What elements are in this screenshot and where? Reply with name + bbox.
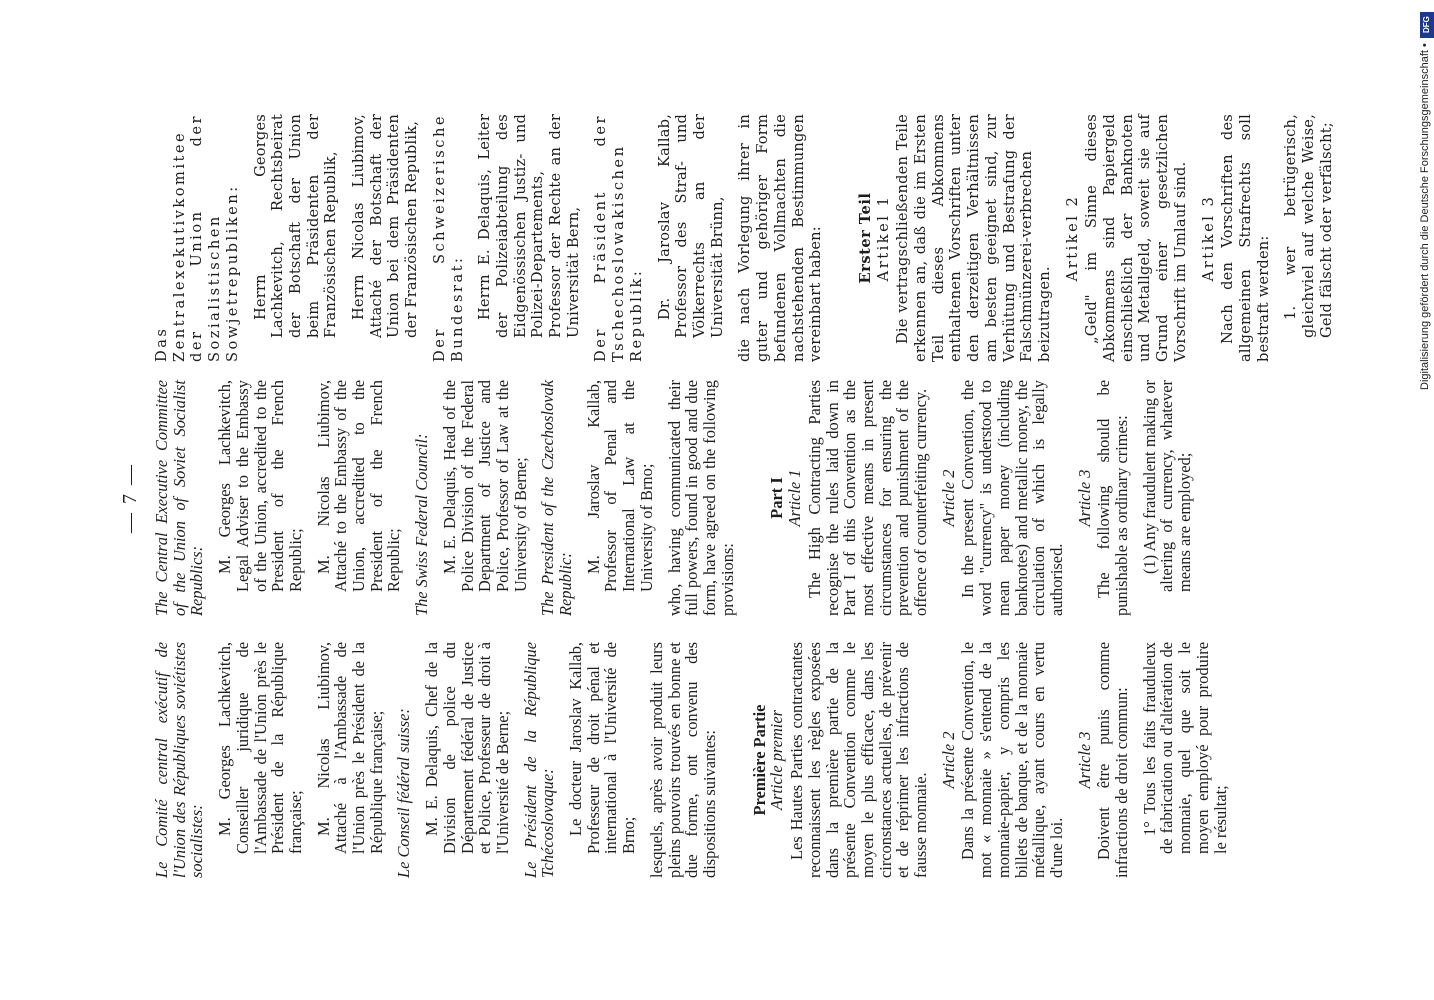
de-czech-heading: Der Präsident der Tschechoslowakischen Republik: bbox=[592, 114, 645, 362]
en-article-2-title: Article 2 bbox=[938, 469, 958, 527]
german-column bbox=[153, 114, 1345, 362]
fr-article-1-title: Article premier bbox=[767, 710, 787, 810]
french-column bbox=[153, 642, 1239, 878]
en-czech-heading: The President of the Czechoslovak Republic: bbox=[538, 380, 576, 616]
dfg-logo: DFG bbox=[1420, 12, 1434, 38]
en-article-3-item-1: (1) Any fraudulent making or altering of currency, whatever means are employed; bbox=[1139, 380, 1195, 592]
fr-article-2-text: Dans la présente Convention, le mot « monnaie » s'entend de la monnaie-papier, y compris les billets de banque, et de la monnaie métallique, ayant cours en vertu d'une loi. bbox=[958, 642, 1066, 878]
en-article-1-text: The High Contracting Parties recognise the rules laid down in Part I of this Convention as the most effective means in present circumstances for ensuring the prevention and punishment of the offence of counterfeiting currency. bbox=[804, 380, 931, 616]
de-delegate-liubimov: Herrn Nicolas Liubimov, Attaché der Botschaft der Union bei dem Präsidenten der Französischen Republik, bbox=[350, 114, 421, 338]
de-delegate-lachkevitch: Herrn Georges Lachkevitch, Rechtsbeirat der Botschaft der Union beim Präsidenten der Französischen Republik, bbox=[251, 114, 340, 338]
de-article-3-title: Artikel 3 bbox=[1199, 194, 1217, 282]
fr-article-2-title: Article 2 bbox=[938, 731, 958, 789]
digitization-notice: Digitalisierung gefördert durch die Deutsche Forschungsgemeinschaft • bbox=[1419, 43, 1431, 390]
de-article-1-title: Artikel 1 bbox=[874, 194, 892, 282]
en-swiss-heading: The Swiss Federal Council: bbox=[412, 433, 432, 616]
de-article-3-text: Nach den Vorschriften des allgemeinen Strafrechts soll bestraft werden: bbox=[1219, 114, 1272, 362]
en-delegate-liubimov: M. Nicolas Liubimov, Attaché to the Embassy of the Union, accredited to the President of the French Republic; bbox=[313, 380, 404, 592]
fr-closing-text: lesquels, après avoir produit leurs pleins pouvoirs trouvés en bonne et due forme, ont convenu des dispositions suivantes: bbox=[646, 642, 719, 878]
fr-delegate-delaquis: M. E. Delaquis, Chef de la Division de police du Département fédéral de Justice et Police, Professeur de droit à l'Université de Berne; bbox=[422, 642, 512, 854]
fr-swiss-heading: Le Conseil fédéral suisse: bbox=[394, 708, 414, 878]
en-delegate-lachkevitch: M. Georges Lachkevitch, Legal Adviser to the Embassy of the Union, accredited to the President of the French Republic; bbox=[215, 380, 305, 592]
de-swiss-heading: Der Schweizerische Bundesrat: bbox=[430, 114, 466, 362]
english-column bbox=[153, 380, 1204, 616]
en-article-3-text: The following should be punishable as ordinary crimes: bbox=[1094, 380, 1132, 616]
fr-delegate-kallab: Le docteur Jaroslav Kallab, Professeur de droit pénal et international à l'Université de Brno; bbox=[566, 642, 639, 854]
en-article-2-text: In the present Convention, the word "currency" is understood to mean paper money (including banknotes) and metallic money, the circulation of which is legally authorised. bbox=[958, 380, 1066, 616]
en-committee-heading: The Central Executive Committee of the Union of Soviet Socialist Republics: bbox=[152, 380, 207, 616]
de-delegate-kallab: Dr. Jaroslav Kallab, Professor des Straf- und Völkerrechts an der Universität Brünn, bbox=[655, 114, 726, 338]
fr-delegate-liubimov: M. Nicolas Liubimov, Attaché à l'Ambassade de l'Union près le Président de la République française; bbox=[313, 642, 386, 854]
fr-committee-heading: Le Comité central exécutif de l'Union des Républiques soviétistes socialistes: bbox=[152, 642, 207, 878]
de-closing-text: die nach Vorlegung ihrer in guter und gehöriger Form befundenen Vollmachten die nachstehenden Bestimmungen vereinbart haben: bbox=[736, 114, 825, 362]
de-article-1-text: Die vertragschließenden Teile erkennen an, daß die im Ersten Teil dieses Abkommens enthaltenen Vorschriften unter den derzeitigen Verhältnissen am besten geeignet sind, zur Verhütung und Bestrafung der Falschmünzerei-verbrechen beizutragen. bbox=[894, 114, 1053, 362]
fr-article-3-title: Article 3 bbox=[1074, 731, 1094, 789]
fr-article-3-text: Doivent être punis comme infractions de droit commun: bbox=[1094, 642, 1132, 878]
de-article-2-text: „Geld" im Sinne dieses Abkommens sind Papiergeld einschließlich der Banknoten und Metallgeld, soweit sie auf Grund einer gesetzlichen Vorschrift im Umlauf sind. bbox=[1083, 114, 1189, 362]
page-number: — 7 — bbox=[119, 463, 141, 533]
digitization-stamp bbox=[1417, 10, 1434, 390]
de-delegate-delaquis: Herrn E. Delaquis, Leiter der Polizeiabteilung des Eidgenössischen Justiz- und Polizei-Departements, Professor der Rechte an der Universität Bern, bbox=[476, 114, 582, 338]
de-committee-heading: Das Zentralexekutivkomitee der Union der Sozialistischen Sowjetrepubliken: bbox=[153, 114, 241, 362]
en-article-3-title: Article 3 bbox=[1074, 469, 1094, 527]
en-closing-text: who, having communicated their full powers, found in good and due form, have agreed on the following provisions: bbox=[664, 380, 737, 616]
fr-article-1-text: Les Hautes Parties contractantes reconnaissent les règles exposées dans la première partie de la présente Convention comme le moyen le plus efficace, dans les circonstances actuelles, de prévenir et de réprimer les infractions de fausse monnaie. bbox=[787, 642, 931, 878]
en-part-title: Part I bbox=[767, 477, 787, 519]
de-part-title: Erster Teil bbox=[856, 192, 874, 284]
fr-part-title: Première Partie bbox=[749, 704, 769, 816]
fr-czech-heading: Le Président de la République Tchécoslovaque: bbox=[520, 642, 558, 878]
fr-article-3-item-1: 1° Tous les faits frauduleux de fabrication ou d'altération de monnaie, quel que soit le moyen employé pour produire le résultat; bbox=[1139, 642, 1230, 854]
en-delegate-kallab: M. Jaroslav Kallab, Professor of Penal and International Law at the University of Brno; bbox=[583, 380, 656, 592]
en-article-1-title: Article 1 bbox=[785, 469, 805, 527]
en-delegate-delaquis: M. E. Delaquis, Head of the Police Division of the Federal Department of Justice and Police, Professor of Law at the University of Berne; bbox=[439, 380, 530, 592]
de-article-2-title: Artikel 2 bbox=[1063, 194, 1081, 282]
document-page bbox=[95, 98, 1335, 898]
fr-delegate-lachkevitch: M. Georges Lachkevitch, Conseiller juridique de l'Ambassade de l'Union près le Président de la République française; bbox=[215, 642, 305, 854]
de-article-3-item-1: 1. wer betrügerisch, gleichviel auf welche Weise, Geld fälscht oder verfälscht; bbox=[1282, 114, 1335, 338]
